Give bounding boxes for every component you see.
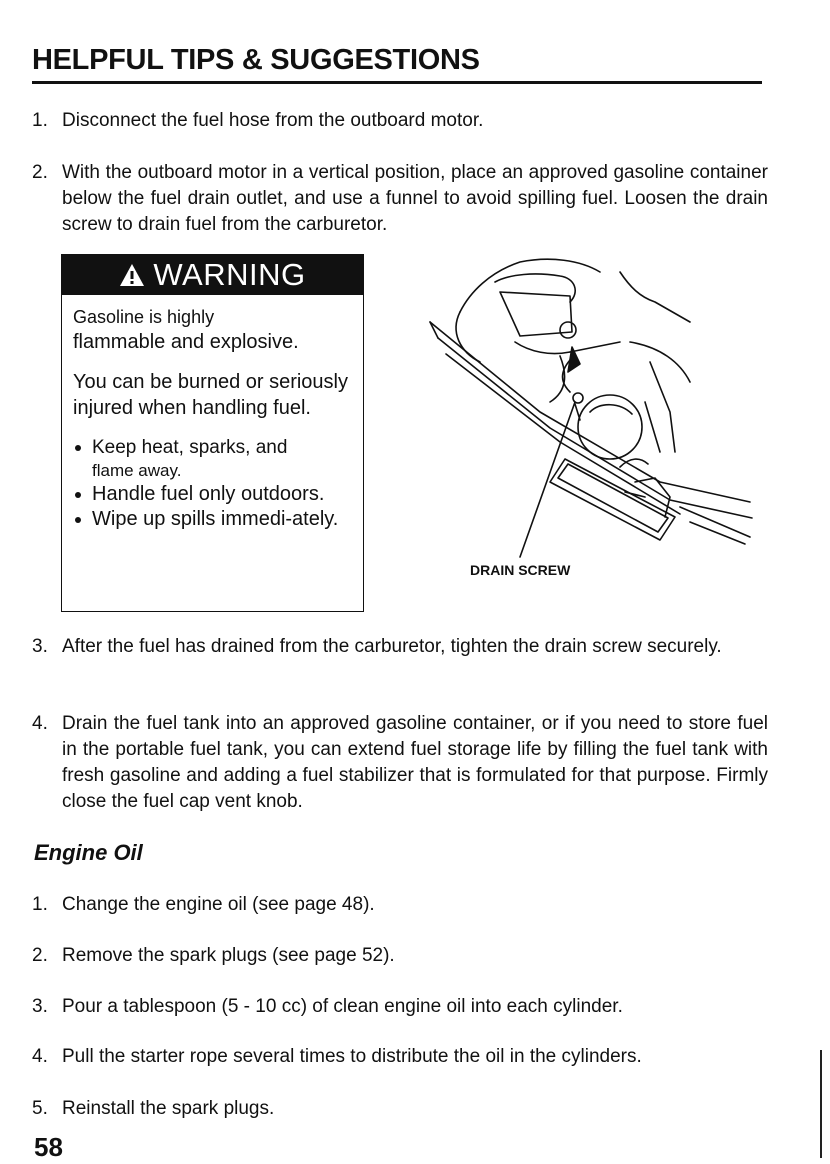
oil-step-1 xyxy=(32,892,768,918)
step-number: 1. xyxy=(32,110,48,131)
step-number: 4. xyxy=(32,713,48,734)
step-text: Pour a tablespoon (5 - 10 cc) of clean engine oil into each cylinder. xyxy=(62,996,623,1017)
warning-line: flammable and explosive. xyxy=(73,331,299,353)
warning-triangle-icon xyxy=(119,263,145,287)
step-text: Drain the fuel tank into an approved gasoline container, or if you need to store fuel in the portable fuel tank, you can extend fuel storage life by filling the fuel tank with fresh gasoline and adding a fuel stabilizer that is formulated for that purpose. Firmly close the fuel cap vent knob. xyxy=(62,713,768,812)
step-text: After the fuel has drained from the carburetor, tighten the drain screw securely. xyxy=(62,636,722,657)
step-number: 4. xyxy=(32,1046,48,1067)
warning-paragraph: You can be burned or seriously injured when handling fuel. xyxy=(73,371,348,419)
bullet-text: Keep heat, sparks, and xyxy=(92,437,288,458)
oil-step-2 xyxy=(32,943,768,969)
bullet-text: flame away. xyxy=(92,461,182,480)
page-number: 58 xyxy=(34,1132,63,1162)
oil-step-4 xyxy=(32,1044,768,1070)
carburetor-drain-illustration xyxy=(420,252,765,562)
fuel-step-4 xyxy=(32,711,768,815)
warning-bullet xyxy=(73,435,353,482)
warning-body xyxy=(62,295,363,532)
step-text: Change the engine oil (see page 48). xyxy=(62,894,375,915)
warning-bullet-list xyxy=(73,435,353,532)
oil-step-3 xyxy=(32,994,768,1020)
step-text: Remove the spark plugs (see page 52). xyxy=(62,945,395,966)
page-title: HELPFUL TIPS & SUGGESTIONS xyxy=(32,44,480,76)
step-number: 5. xyxy=(32,1098,48,1119)
step-number: 2. xyxy=(32,945,48,966)
step-text: Disconnect the fuel hose from the outboard motor. xyxy=(62,110,484,131)
step-number: 3. xyxy=(32,636,48,657)
warning-bullet xyxy=(73,507,353,532)
scan-edge-line xyxy=(820,1050,822,1158)
bullet-text: Wipe up spills immedi-ately. xyxy=(92,508,339,530)
fuel-step-1 xyxy=(32,108,768,134)
step-number: 1. xyxy=(32,894,48,915)
warning-title: WARNING xyxy=(153,257,306,292)
section-title-engine-oil: Engine Oil xyxy=(34,840,143,865)
title-divider xyxy=(32,81,762,84)
warning-line: Gasoline is highly xyxy=(73,307,215,327)
warning-box xyxy=(61,254,364,612)
step-text: Pull the starter rope several times to distribute the oil in the cylinders. xyxy=(62,1046,642,1067)
bullet-text: Handle fuel only outdoors. xyxy=(92,483,325,505)
step-text: Reinstall the spark plugs. xyxy=(62,1098,275,1119)
drain-screw-label: DRAIN SCREW xyxy=(470,562,571,578)
step-number: 3. xyxy=(32,996,48,1017)
step-number: 2. xyxy=(32,162,48,183)
fuel-step-3 xyxy=(32,634,768,660)
fuel-step-2 xyxy=(32,160,768,238)
warning-bullet xyxy=(73,482,353,507)
oil-step-5 xyxy=(32,1096,768,1122)
warning-header xyxy=(62,255,363,295)
step-text: With the outboard motor in a vertical position, place an approved gasoline container below the fuel drain outlet, and use a funnel to avoid spilling fuel. Loosen the drain screw to drain fuel from the carburetor. xyxy=(62,162,768,235)
